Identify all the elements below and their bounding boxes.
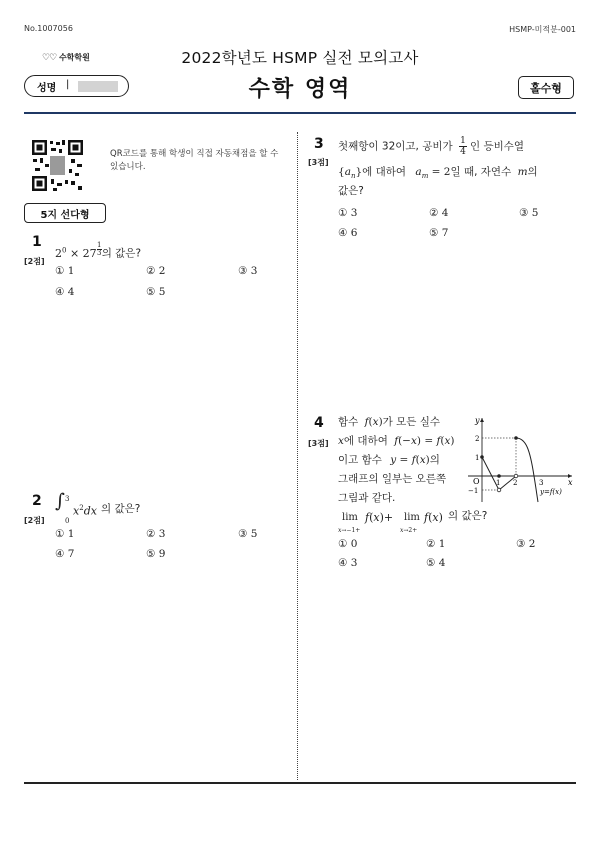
q4-graph-svg: [466, 414, 576, 504]
q3-variable-m: m: [517, 166, 528, 178]
question-1-tail: 의 값은?: [101, 247, 142, 260]
integral-sign: ∫: [55, 490, 65, 512]
document-code: HSMP-미적분-001: [509, 25, 576, 34]
q4-graph-y-tick-1: 1: [475, 454, 480, 462]
q4-limit-1-body: f(x)+: [365, 511, 394, 524]
q3-choice-3[interactable]: ③ 5: [519, 207, 539, 219]
integral-lower-limit: 0: [65, 517, 70, 525]
q4-limit-1-sub: x→−1+: [338, 527, 361, 534]
q3-line2-b: 일 때, 자연수: [450, 166, 512, 178]
q4-graph-y-tick-2: 2: [475, 435, 480, 443]
q3-choice-2[interactable]: ② 4: [429, 207, 449, 219]
question-3-number: 3: [314, 136, 324, 152]
question-1-number: 1: [32, 234, 42, 250]
heart-icon: ♡♡: [42, 53, 57, 63]
q4-graph-x-label: x: [568, 478, 573, 487]
question-2-text: [55, 490, 255, 525]
q4-choice-1[interactable]: ① 0: [338, 538, 358, 550]
q1-choice-5[interactable]: ⑤ 5: [146, 286, 166, 298]
student-name-field[interactable]: [24, 75, 129, 97]
name-separator: |: [66, 79, 70, 90]
q4-line1-b: 가 모든 실수: [382, 416, 441, 428]
q4-limit-2-sub: x→2+: [400, 527, 418, 534]
blurred-name: [78, 81, 118, 92]
question-4-number: 4: [314, 415, 324, 431]
q4-choice-5[interactable]: ⑤ 4: [426, 557, 446, 569]
q4-graph-x-tick-2: 2: [513, 479, 518, 487]
footer-divider: [24, 782, 576, 784]
q1-choice-3[interactable]: ③ 3: [238, 265, 258, 277]
question-4-line-2: [338, 431, 455, 451]
q4-graph-y-tick-neg1: −1: [468, 487, 479, 495]
column-divider: [297, 132, 298, 780]
q2-choice-5[interactable]: ⑤ 9: [146, 548, 166, 560]
q1-choice-2[interactable]: ② 2: [146, 265, 166, 277]
name-label: 성명: [37, 83, 57, 94]
q4-choice-2[interactable]: ② 1: [426, 538, 446, 550]
question-3-line-2: [338, 162, 538, 186]
q3-line1-b: 인 등비수열: [470, 140, 525, 153]
section-label-box: [24, 203, 106, 223]
q2-choice-2[interactable]: ② 3: [146, 528, 166, 540]
question-4-line-4: 그래프의 일부는 오른쪽: [338, 473, 447, 485]
q4-graph-x-tick-3: 3: [539, 479, 544, 487]
q3-choice-4[interactable]: ④ 6: [338, 227, 358, 239]
question-1-points: [2점]: [24, 257, 45, 266]
q4-even-condition: f(−x) = f(x): [394, 435, 455, 447]
header-divider: [24, 112, 576, 114]
q4-line3-b: 의: [429, 454, 440, 466]
integral-upper-limit: 3: [65, 495, 70, 503]
section-label: 5지 선다형: [40, 210, 90, 221]
q4-graph-origin: O: [473, 477, 480, 486]
question-2-integrand: $x^2dx$: [73, 504, 97, 518]
q4-graph: [466, 414, 576, 504]
question-2-tail: 의 값은?: [101, 503, 141, 515]
question-1-text: [55, 240, 141, 264]
q2-choice-4[interactable]: ④ 7: [55, 548, 75, 560]
q3-particle: 의: [527, 166, 538, 178]
document-number: No.1007056: [24, 24, 73, 33]
exam-title: 2022학년도 HSMP 실전 모의고사: [181, 49, 419, 67]
question-3-points: [3점]: [308, 158, 329, 167]
q3-sequence: $\{a_n\}$: [338, 166, 363, 181]
q1-choice-1[interactable]: ① 1: [55, 265, 75, 277]
q3-choice-5[interactable]: ⑤ 7: [429, 227, 449, 239]
q1-choice-4[interactable]: ④ 4: [55, 286, 75, 298]
q2-choice-3[interactable]: ③ 5: [238, 528, 258, 540]
q4-y-eq-fx: y = f(x): [390, 454, 430, 466]
q3-choice-1[interactable]: ① 3: [338, 207, 358, 219]
question-4-line-1: [338, 412, 440, 432]
q2-choice-1[interactable]: ① 1: [55, 528, 75, 540]
subject-title: 수학 영역: [248, 77, 352, 102]
question-4-line-3: [338, 450, 440, 470]
question-2-number: 2: [32, 493, 42, 509]
question-4-points: [3점]: [308, 439, 329, 448]
q4-line1-a: 함수: [338, 416, 359, 428]
q4-graph-curve-label: y=f(x): [540, 488, 562, 496]
q3-condition: $a_m = 2$: [415, 166, 451, 181]
question-2-points: [2점]: [24, 516, 45, 525]
q4-fx: f(x): [364, 416, 383, 428]
q4-choice-3[interactable]: ③ 2: [516, 538, 536, 550]
q4-line6-tail: 의 값은?: [448, 510, 488, 522]
question-4-line-6: [338, 508, 568, 536]
q4-choice-4[interactable]: ④ 3: [338, 557, 358, 569]
academy-label: 수학학원: [58, 53, 90, 62]
qr-code[interactable]: [31, 139, 84, 192]
question-4-line-5: 그림과 같다.: [338, 492, 396, 504]
q4-limit-2-body: f(x): [424, 511, 443, 524]
q4-line2-b: 에 대하여: [343, 435, 388, 447]
q4-graph-x-tick-1: 1: [496, 479, 501, 487]
qr-description: QR코드를 통해 학생이 직접 자동채점을 할 수 있습니다.: [110, 149, 279, 172]
exam-type-label: 홀수형: [530, 82, 562, 95]
exam-type-badge: [518, 76, 574, 99]
q4-limit-2: lim: [404, 512, 420, 523]
question-1-formula: $2^0 \times 27$ $^{\frac{1}{3}}$: [55, 240, 102, 260]
q3-ratio-fraction: $\frac{1}{4}$: [460, 136, 466, 157]
question-3-line-1: [338, 136, 524, 157]
question-3-line-3: 값은?: [338, 185, 364, 197]
q4-limit-1: lim: [342, 512, 358, 523]
q4-line3-a: 이고 함수: [338, 454, 382, 466]
q3-line2-a: 에 대하여: [362, 166, 407, 178]
q3-line1-a: 첫째항이 32이고, 공비가: [338, 140, 453, 153]
q4-x: x: [338, 435, 344, 447]
q4-graph-y-label: y: [475, 416, 480, 425]
qr-code-icon: [31, 139, 84, 192]
